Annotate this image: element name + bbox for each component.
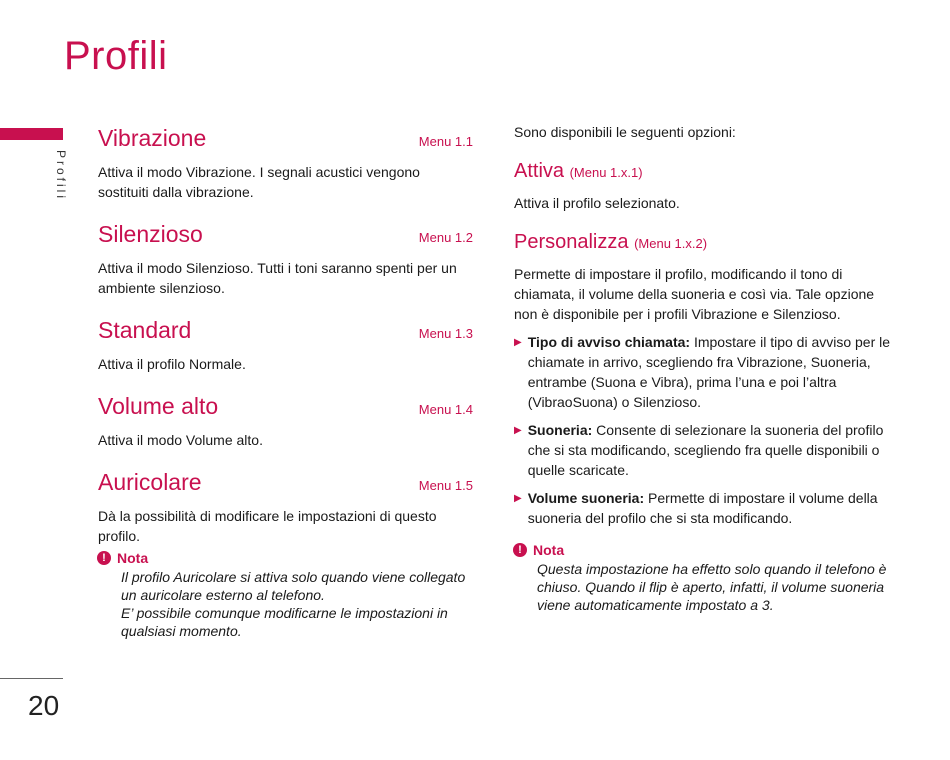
note-label: Nota [117,550,149,566]
bullet-triangle-icon: ▶ [514,425,522,436]
menu-reference: (Menu 1.x.2) [634,236,708,251]
section-attiva [514,160,899,213]
note-text-2: E’ possibile comunque modificarne le impostazioni in qualsiasi momento. [121,605,448,639]
menu-reference: Menu 1.4 [418,402,473,417]
section-standard [98,312,473,374]
exclamation-circle-icon: ! [97,551,111,565]
note-label: Nota [533,542,565,558]
section-text: Dà la possibilità di modificare le impostazioni di questo profilo. [98,508,437,544]
section-title-text: Attiva [514,160,565,182]
section-title [514,160,899,183]
bullet-term: Volume suoneria: [527,490,645,506]
section-text: Attiva il profilo Normale. [98,356,246,372]
section-text: Attiva il modo Silenzioso. Tutti i toni saranno spenti per un ambiente silenzioso. [98,260,457,296]
menu-reference: Menu 1.5 [418,478,473,493]
section-title: Volume alto [98,393,219,419]
menu-reference: (Menu 1.x.1) [569,165,643,180]
section-title: Standard [98,317,192,343]
page-title: Profili [64,34,168,78]
bullet-term: Suoneria: [527,422,593,438]
section-auricolare [98,464,473,640]
left-column [98,120,473,654]
exclamation-circle-icon: ! [513,543,527,557]
bullet-term: Tipo di avviso chiamata: [527,334,691,350]
bullet-text: Consente di selezionare la suoneria del profilo che si sta modificando, scegliendo fra quelle disponibili o quelle scaricate. [527,422,884,478]
section-text: Permette di impostare il profilo, modificando il tono di chiamata, il volume della suoneria e così via. Tale opzione non è disponibile per i profili Vibrazione e Silenzioso. [514,266,875,322]
bullet-triangle-icon: ▶ [514,493,522,504]
note-box [98,550,473,640]
bullet-triangle-icon: ▶ [514,337,522,348]
section-volume-alto [98,388,473,450]
list-item [514,332,899,412]
section-title [514,231,899,254]
menu-reference: Menu 1.3 [418,326,473,341]
footer-divider [0,678,63,679]
list-item [514,420,899,480]
note-text-1: Il profilo Auricolare si attiva solo quando viene collegato un auricolare esterno al telefono. [121,569,466,603]
section-title: Silenzioso [98,221,203,247]
section-text: Attiva il modo Volume alto. [98,432,263,448]
note-text: Questa impostazione ha effetto solo quando il telefono è chiuso. Quando il flip è aperto, infatti, il volume suoneria viene automaticamente impostato a 3. [537,561,887,613]
section-title: Auricolare [98,469,202,495]
section-text: Attiva il modo Vibrazione. I segnali acustici vengono sostituiti dalla vibrazione. [98,164,420,200]
section-text: Attiva il profilo selezionato. [514,195,680,211]
right-column [514,122,899,614]
page-number: 20 [28,690,60,721]
section-title-text: Personalizza [514,231,629,253]
section-title: Vibrazione [98,125,207,151]
section-silenzioso [98,216,473,298]
bullet-text: Impostare il tipo di avviso per le chiamate in arrivo, scegliendo fra Vibrazione, Suoneria, entrambe (Suona e Vibra), prima l’una e poi l’altra (VibraoSuona) o Silenzioso. [527,334,891,410]
intro-text: Sono disponibili le seguenti opzioni: [514,124,736,140]
menu-reference: Menu 1.2 [418,230,473,245]
bullet-text: Permette di impostare il volume della suoneria del profilo che si sta modificando. [527,490,878,526]
list-item [514,488,899,528]
section-vibrazione [98,120,473,202]
chapter-tab-marker [0,128,63,140]
section-personalizza [514,231,899,614]
note-box [514,542,899,614]
menu-reference: Menu 1.1 [418,134,473,149]
side-chapter-label: Profili [54,150,68,202]
